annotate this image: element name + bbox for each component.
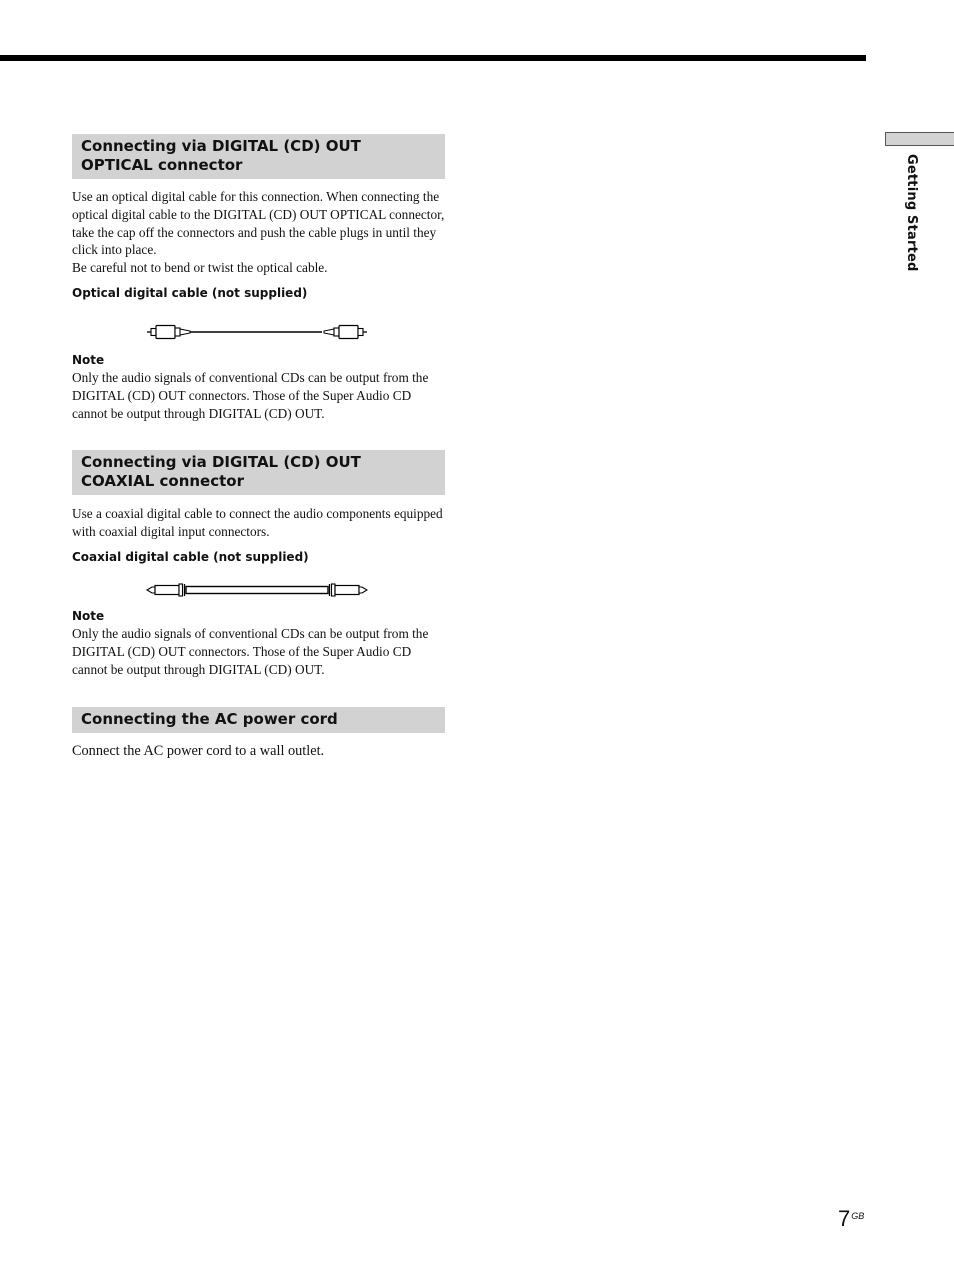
section-body-optical-caution: Be careful not to bend or twist the optical cable. [72,260,328,276]
figure-label-optical: Optical digital cable (not supplied) [72,285,308,300]
section-body-ac-power: Connect the AC power cord to a wall outlet. [72,743,325,760]
top-rule [0,55,866,61]
figure-label-coaxial: Coaxial digital cable (not supplied) [72,549,309,564]
note-title-coaxial: Note [72,608,105,623]
side-tab-marker [885,132,954,146]
coaxial-cable-illustration [146,582,368,598]
note-text-coaxial: Only the audio signals of conventional CDs can be output from the DIGITAL (CD) OUT connectors. Those of the Super Audio CD cannot be output through DIGITAL (CD) OUT. [72,625,429,677]
section-heading-optical: Connecting via DIGITAL (CD) OUT OPTICAL connector [72,134,445,179]
page-number-suffix: GB [851,1211,865,1221]
optical-cable-illustration [146,323,368,341]
side-tab-label: Getting Started [904,154,919,272]
section-body-coaxial: Use a coaxial digital cable to connect the audio components equipped with coaxial digital input connectors. [72,506,443,540]
section-heading-ac-power: Connecting the AC power cord [72,707,445,733]
note-text-optical: Only the audio signals of conventional CDs can be output from the DIGITAL (CD) OUT connectors. Those of the Super Audio CD cannot be output through DIGITAL (CD) OUT. [72,369,429,421]
page-number [838,1206,864,1232]
page-number-value: 7 [838,1206,851,1231]
note-title-optical: Note [72,352,105,367]
main-content [72,134,445,761]
section-heading-coaxial: Connecting via DIGITAL (CD) OUT COAXIAL connector [72,450,445,495]
section-body-optical: Use an optical digital cable for this connection. When connecting the optical digital cable to the DIGITAL (CD) OUT OPTICAL connector, take the cap off the connectors and push the cable plugs in until they click into place. [72,189,445,258]
